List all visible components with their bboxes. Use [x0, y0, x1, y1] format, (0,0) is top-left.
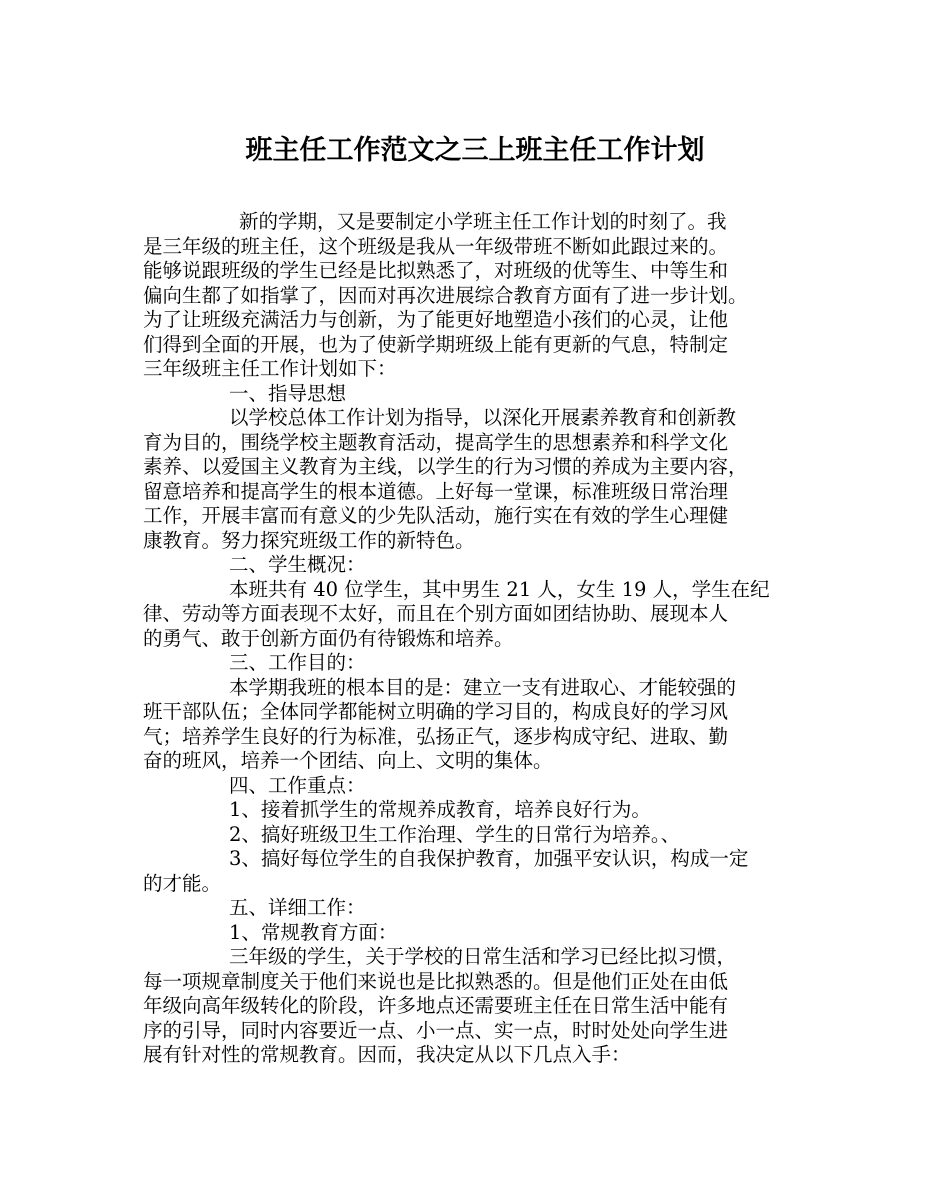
section-heading: 五、详细工作：	[229, 896, 366, 919]
text-line: 育为目的，围绕学校主题教育活动，提高学生的思想素养和科学文化	[143, 430, 729, 454]
section-heading: 一、指导思想	[229, 381, 347, 405]
text-line: 为了让班级充满活力与创新，为了能更好地塑造小孩们的心灵，让他	[143, 308, 729, 331]
section-heading: 三、工作目的：	[229, 651, 366, 674]
text-line: 能够说跟班级的学生已经是比拟熟悉了，对班级的优等生、中等生和	[143, 259, 729, 282]
text-line: 们得到全面的开展，也为了使新学期班级上能有更新的气息，特制定	[143, 332, 729, 356]
section-heading: 二、学生概况：	[229, 553, 366, 576]
document-title: 班主任工作范文之三上班主任工作计划	[245, 135, 705, 166]
text-line: 展有针对性的常规教育。因而，我决定从以下几点入手：	[143, 1043, 631, 1066]
text-line: 本学期我班的根本目的是：建立一支有进取心、才能较强的	[229, 675, 737, 699]
text-line: 新的学期，又是要制定小学班主任工作计划的时刻了。我	[239, 210, 727, 233]
text-line: 是三年级的班主任，这个班级是我从一年级带班不断如此跟过来的。	[143, 234, 729, 258]
text-line: 三年级的学生，关于学校的日常生活和学习已经比拟习惯，	[229, 945, 737, 968]
section-heading: 四、工作重点：	[229, 773, 366, 797]
list-item: 3、搞好每位学生的自我保护教育，加强平安认识，构成一定	[229, 847, 749, 870]
text-line: 三年级班主任工作计划如下：	[143, 357, 397, 380]
text-line: 康教育。努力探究班级工作的新特色。	[143, 528, 475, 552]
text-line: 年级向高年级转化的阶段，许多地点还需要班主任在日常生活中能有	[143, 994, 729, 1017]
text-line: 气；培养学生良好的行为标准，弘扬正气，逐步构成守纪、进取、勤	[143, 724, 729, 748]
text-line: 奋的班风，培养一个团结、向上、文明的集体。	[143, 749, 553, 772]
text-line: 工作，开展丰富而有意义的少先队活动，施行实在有效的学生心理健	[143, 504, 729, 527]
document-body	[143, 210, 823, 1068]
text-line: 序的引导，同时内容要近一点、小一点、实一点，时时处处向学生进	[143, 1018, 729, 1042]
list-item: 2、搞好班级卫生工作治理、学生的日常行为培养。、	[229, 822, 681, 846]
text-line: 的才能。	[143, 871, 222, 895]
text-line: 律、劳动等方面表现不太好，而且在个别方面如团结协助、展现本人	[143, 602, 729, 625]
list-item: 1、接着抓学生的常规养成教育，培养良好行为。	[229, 798, 651, 821]
text-line: 留意培养和提高学生的根本道德。上好每一堂课，标准班级日常治理	[143, 479, 729, 503]
text-line: 的勇气、敢于创新方面仍有待锻炼和培养。	[143, 626, 514, 650]
text-line: 每一项规章制度关于他们来说也是比拟熟悉的。但是他们正处在由低	[143, 969, 729, 993]
text-line: 本班共有 40 位学生，其中男生 21 人，女生 19 人，学生在纪	[229, 577, 770, 601]
text-line: 以学校总体工作计划为指导，以深化开展素养教育和创新教	[229, 406, 737, 429]
text-line: 素养、以爱国主义教育为主线，以学生的行为习惯的养成为主要内容，	[143, 455, 748, 478]
subsection-heading: 1、常规教育方面：	[229, 920, 398, 944]
text-line: 偏向生都了如指掌了，因而对再次进展综合教育方面有了进一步计划。	[143, 283, 748, 307]
text-line: 班干部队伍；全体同学都能树立明确的学习目的，构成良好的学习风	[143, 700, 729, 723]
